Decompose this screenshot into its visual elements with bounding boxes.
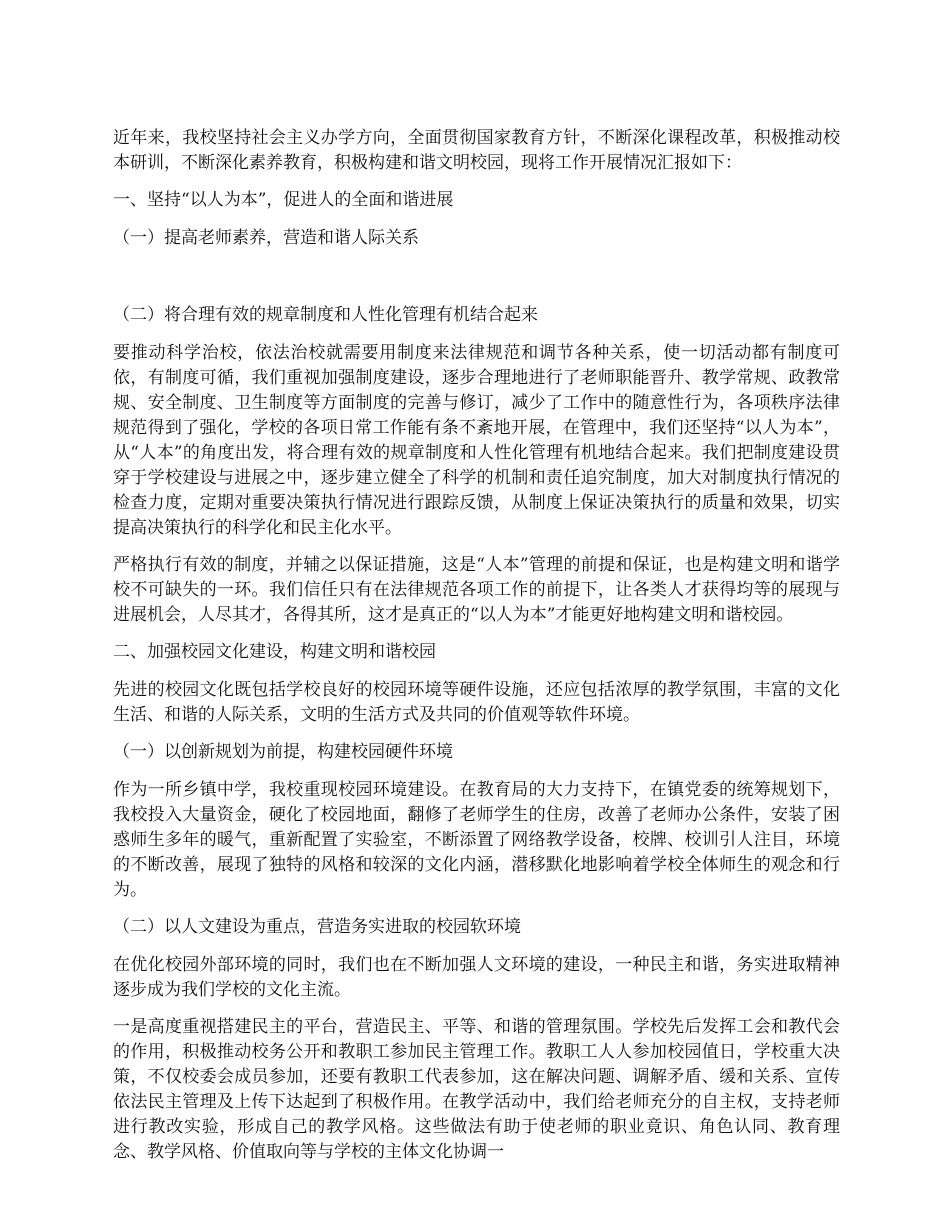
body-paragraph: 严格执行有效的制度，并辅之以保证措施，这是“人本”管理的前提和保证，也是构建文明和谐学校不可缺失的一环。我们信任只有在法律规范各项工作的前提下，让各类人才获得均等的展现与进展机会，人尽其才，各得其所，这才是真正的“以人为本”才能更好地构建文明和谐校园。 <box>113 555 840 625</box>
document-body <box>113 126 840 1177</box>
subsection-heading-2-2: （二）以人文建设为重点，营造务实进取的校园软环境 <box>113 917 521 937</box>
body-paragraph: 作为一所乡镇中学，我校重现校园环境建设。在教育局的大力支持下，在镇党委的统筹规划下，我校投入大量资金，硬化了校园地面，翻修了老师学生的住房，改善了老师办公条件，安装了困惑师生多年的暖气，重新配置了实验室，不断添置了网络教学设备，校牌、校训引人注目，环境的不断改善，展现了独特的风格和较深的文化内涵，潜移默化地影响着学校全体师生的观念和行为。 <box>113 780 840 900</box>
intro-paragraph: 近年来，我校坚持社会主义办学方向，全面贯彻国家教育方针，不断深化课程改革，积极推动校本研训，不断深化素养教育，积极构建和谐文明校园，现将工作开展情况汇报如下： <box>113 128 840 173</box>
section-heading-2: 二、加强校园文化建设，构建文明和谐校园 <box>113 642 436 662</box>
section-heading-1: 一、坚持“以人为本”，促进人的全面和谐进展 <box>113 190 454 210</box>
body-paragraph: 在优化校园外部环境的同时，我们也在不断加强人文环境的建设，一种民主和谐，务实进取精神逐步成为我们学校的文化主流。 <box>113 955 840 1000</box>
body-paragraph: 先进的校园文化既包括学校良好的校园环境等硬件设施，还应包括浓厚的教学氛围，丰富的文化生活、和谐的人际关系，文明的生活方式及共同的价值观等软件环境。 <box>113 680 840 725</box>
subsection-heading-2-1: （一）以创新规划为前提，构建校园硬件环境 <box>113 742 453 762</box>
blank-gap <box>113 264 840 303</box>
subsection-heading-1-2: （二）将合理有效的规章制度和人性化管理有机结合起来 <box>113 305 538 325</box>
subsection-heading-1-1: （一）提高老师素养，营造和谐人际关系 <box>113 228 419 248</box>
body-paragraph: 要推动科学治校，依法治校就需要用制度来法律规范和调节各种关系，使一切活动都有制度可依，有制度可循，我们重视加强制度建设，逐步合理地进行了老师职能晋升、教学常规、政教常规、安全制度、卫生制度等方面制度的完善与修订，减少了工作中的随意性行为，各项秩序法律规范得到了强化，学校的各项日常工作能有条不紊地开展，在管理中，我们还坚持“以人为本”，从“人本”的角度出发，将合理有效的规章制度和人性化管理有机地结合起来。我们把制度建设贯穿于学校建设与进展之中，逐步建立健全了科学的机制和责任追究制度，加大对制度执行情况的检查力度，定期对重要决策执行情况进行跟踪反馈，从制度上保证决策执行的质量和效果，切实提高决策执行的科学化和民主化水平。 <box>113 343 840 538</box>
body-paragraph: 一是高度重视搭建民主的平台，营造民主、平等、和谐的管理氛围。学校先后发挥工会和教代会的作用，积极推动校务公开和教职工参加民主管理工作。教职工人人参加校园值日，学校重大决策，不仅校委会成员参加，还要有教职工代表参加，这在解决问题、调解矛盾、缓和关系、宣传依法民主管理及上传下达起到了积极作用。在教学活动中，我们给老师充分的自主权，支持老师进行教改实验，形成自己的教学风格。这些做法有助于使老师的职业竟识、角色认同、教育理念、教学风格、价值取向等与学校的主体文化协调一 <box>113 1017 840 1162</box>
